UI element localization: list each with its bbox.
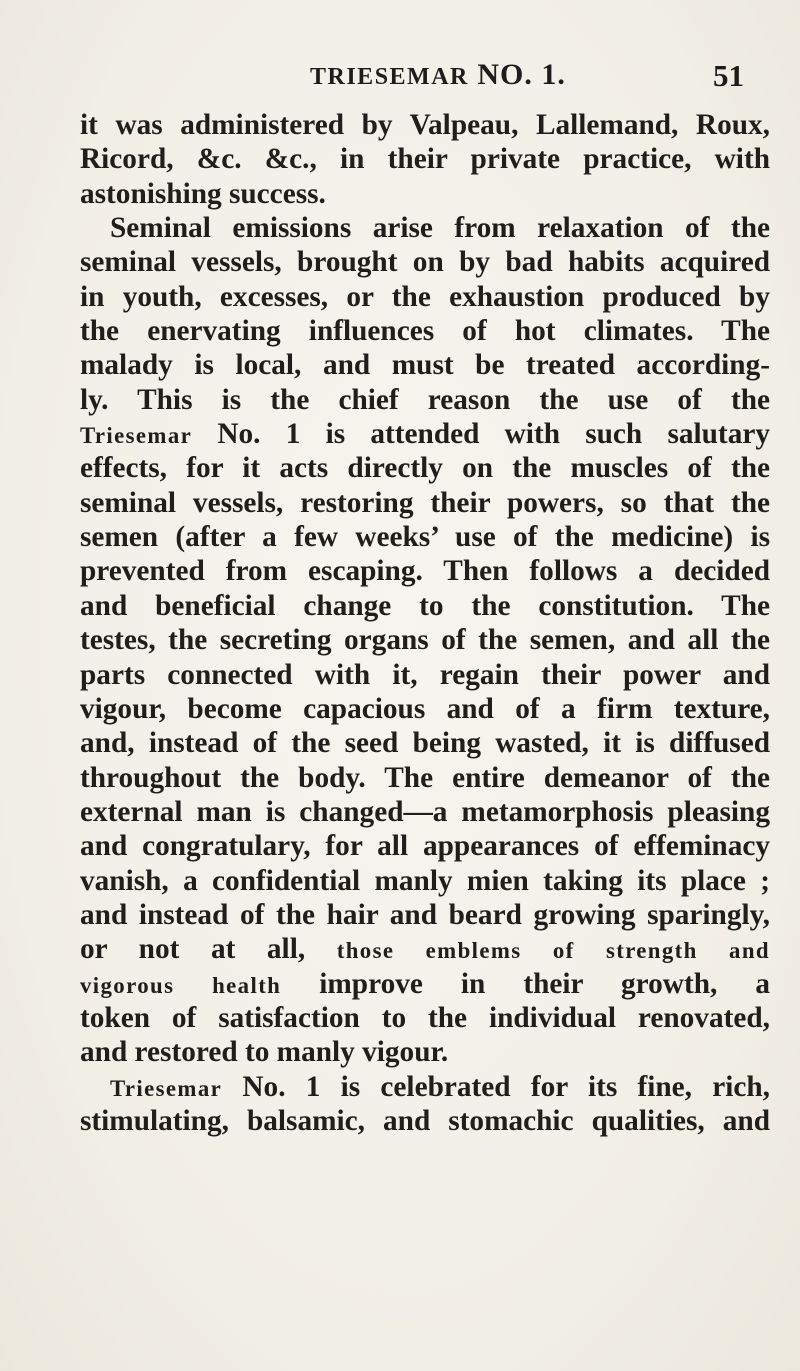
text-line-3: astonishing success.	[80, 177, 326, 210]
running-title	[310, 58, 566, 92]
text-line-24: and instead of the hair and beard growing sparingly,	[80, 898, 770, 931]
text-line-30: stimulating, balsamic, and stomachic qualities, and	[80, 1104, 770, 1137]
text-line-25-start: or not at all,	[80, 933, 306, 966]
text-line-29	[80, 1070, 770, 1104]
text-line-7: the enervating influences of hot climates. The	[80, 315, 770, 348]
page-number: 51	[713, 58, 744, 93]
running-title-number: NO. 1.	[477, 58, 566, 91]
text-line-28: and restored to manly vigour.	[80, 1036, 449, 1069]
text-line-25	[80, 932, 770, 966]
text-line-12: seminal vessels, restoring their powers, so that the	[80, 486, 770, 519]
text-line-4: Seminal emissions arise from relaxation of the	[110, 212, 770, 245]
text-line-21: external man is changed—a metamorphosis pleasing	[80, 795, 770, 828]
text-line-2: Ricord, &c. &c., in their private practice, with	[80, 143, 770, 176]
small-caps-triesemar-2: Triesemar	[110, 1075, 223, 1101]
text-line-29-rest: No. 1 is celebrated for its fine, rich,	[242, 1070, 770, 1103]
text-line-13: semen (after a few weeks’ use of the medicine) is	[80, 521, 770, 554]
small-caps-vigorous-health: vigorous health	[80, 972, 282, 998]
running-title-word: TRIESEMAR	[310, 64, 469, 90]
text-line-8: malady is local, and must be treated according-	[80, 349, 770, 382]
small-caps-triesemar: Triesemar	[80, 423, 193, 449]
text-line-19: and, instead of the seed being wasted, it is diffused	[80, 727, 770, 760]
text-line-16: testes, the secreting organs of the semen, and all the	[80, 624, 770, 657]
text-line-26	[80, 967, 770, 1001]
text-line-11: effects, for it acts directly on the muscles of the	[80, 452, 770, 485]
text-line-1: it was administered by Valpeau, Lallemand, Roux,	[80, 109, 770, 141]
text-line-20: throughout the body. The entire demeanor of the	[80, 761, 770, 794]
text-line-23: vanish, a confidential manly mien taking its place ;	[80, 864, 770, 897]
text-line-6: in youth, excesses, or the exhaustion produced by	[80, 280, 770, 313]
body-text	[80, 108, 770, 1138]
text-line-10	[80, 417, 770, 451]
text-line-17: parts connected with it, regain their power and	[80, 658, 770, 691]
text-line-18: vigour, become capacious and of a firm texture,	[80, 692, 770, 725]
text-line-26-rest: improve in their growth, a	[319, 967, 770, 1000]
text-line-14: prevented from escaping. Then follows a decided	[80, 555, 770, 588]
text-line-9: ly. This is the chief reason the use of the	[80, 383, 770, 416]
text-line-15: and beneficial change to the constitution. The	[80, 589, 770, 622]
text-line-5: seminal vessels, brought on by bad habits acquired	[80, 246, 770, 279]
small-caps-emblems: those emblems of strength and	[336, 938, 770, 964]
text-line-22: and congratulary, for all appearances of effeminacy	[80, 830, 770, 863]
text-line-27: token of satisfaction to the individual renovated,	[80, 1001, 770, 1034]
text-line-10-rest: No. 1 is attended with such salutary	[217, 418, 770, 451]
running-head	[0, 58, 800, 98]
